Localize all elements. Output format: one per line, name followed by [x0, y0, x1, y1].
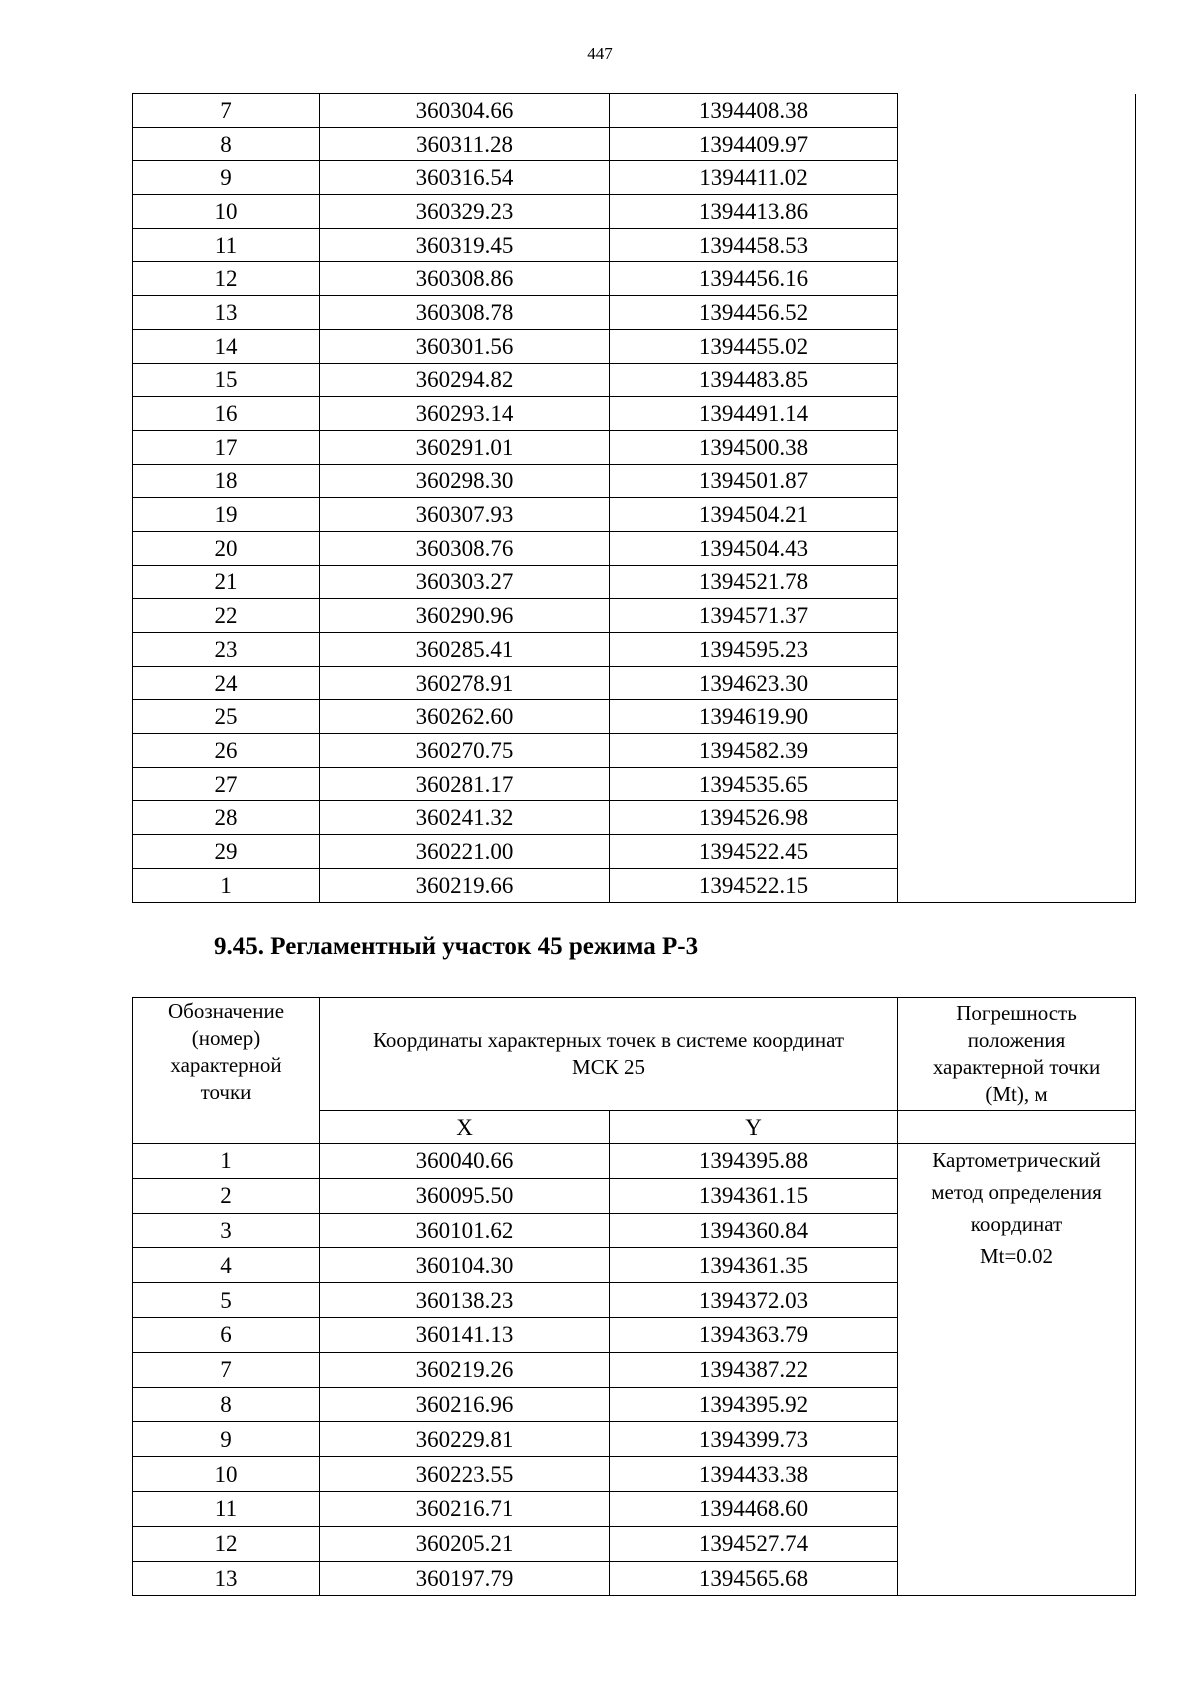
- y-coordinate-cell: 1394526.98: [610, 801, 898, 835]
- x-coordinate-cell: 360290.96: [320, 599, 610, 633]
- point-number-cell: 26: [133, 734, 320, 768]
- y-coordinate-cell: 1394504.21: [610, 498, 898, 532]
- point-number-cell: 10: [133, 1457, 320, 1492]
- point-number-cell: 15: [133, 363, 320, 397]
- point-number-cell: 13: [133, 296, 320, 330]
- method-line: Mt=0.02: [979, 1244, 1054, 1268]
- header-coordinates: [320, 998, 898, 1111]
- header-y: Y: [610, 1111, 898, 1144]
- y-coordinate-cell: 1394527.74: [610, 1526, 898, 1561]
- point-number-cell: 22: [133, 599, 320, 633]
- y-coordinate-cell: 1394413.86: [610, 195, 898, 229]
- point-number-cell: 18: [133, 464, 320, 498]
- point-number-cell: 12: [133, 1526, 320, 1561]
- point-number-cell: 4: [133, 1248, 320, 1283]
- point-number-cell: 20: [133, 531, 320, 565]
- y-coordinate-cell: 1394535.65: [610, 767, 898, 801]
- y-coordinate-cell: 1394571.37: [610, 599, 898, 633]
- coordinates-table-body: [133, 998, 1136, 1596]
- y-coordinate-cell: 1394491.14: [610, 397, 898, 431]
- point-number-cell: 9: [133, 1422, 320, 1457]
- header-line: МСК 25: [572, 1055, 645, 1079]
- point-number-cell: 12: [133, 262, 320, 296]
- x-coordinate-cell: 360223.55: [320, 1457, 610, 1492]
- x-coordinate-cell: 360219.66: [320, 868, 610, 902]
- x-coordinate-cell: 360241.32: [320, 801, 610, 835]
- table-header-row: [133, 998, 1136, 1111]
- x-coordinate-cell: 360319.45: [320, 228, 610, 262]
- x-coordinate-cell: 360205.21: [320, 1526, 610, 1561]
- x-coordinate-cell: 360216.96: [320, 1387, 610, 1422]
- point-number-cell: 29: [133, 835, 320, 869]
- x-coordinate-cell: 360197.79: [320, 1561, 610, 1596]
- y-coordinate-cell: 1394619.90: [610, 700, 898, 734]
- table-row: [133, 94, 1136, 128]
- x-coordinate-cell: 360304.66: [320, 94, 610, 128]
- x-coordinate-cell: 360229.81: [320, 1422, 610, 1457]
- y-coordinate-cell: 1394411.02: [610, 161, 898, 195]
- x-coordinate-cell: 360303.27: [320, 565, 610, 599]
- point-number-cell: 19: [133, 498, 320, 532]
- x-coordinate-cell: 360308.76: [320, 531, 610, 565]
- header-x: X: [320, 1111, 610, 1144]
- x-coordinate-cell: 360308.78: [320, 296, 610, 330]
- y-coordinate-cell: 1394522.15: [610, 868, 898, 902]
- point-number-cell: 23: [133, 633, 320, 667]
- method-line: координат: [970, 1212, 1063, 1236]
- point-number-cell: 17: [133, 430, 320, 464]
- x-coordinate-cell: 360311.28: [320, 127, 610, 161]
- y-coordinate-cell: 1394372.03: [610, 1283, 898, 1318]
- x-coordinate-cell: 360262.60: [320, 700, 610, 734]
- x-coordinate-cell: 360294.82: [320, 363, 610, 397]
- y-coordinate-cell: 1394522.45: [610, 835, 898, 869]
- page-number: 447: [587, 44, 613, 63]
- y-coordinate-cell: 1394501.87: [610, 464, 898, 498]
- point-number-cell: 25: [133, 700, 320, 734]
- point-number-cell: 9: [133, 161, 320, 195]
- point-number-cell: 7: [133, 94, 320, 128]
- point-number-cell: 10: [133, 195, 320, 229]
- y-coordinate-cell: 1394521.78: [610, 565, 898, 599]
- point-number-cell: 2: [133, 1178, 320, 1213]
- error-cell-continued: [898, 94, 1136, 903]
- section-heading: 9.45. Регламентный участок 45 режима Р-3: [214, 933, 699, 960]
- y-coordinate-cell: 1394468.60: [610, 1491, 898, 1526]
- point-number-cell: 1: [133, 1144, 320, 1179]
- x-coordinate-cell: 360104.30: [320, 1248, 610, 1283]
- y-coordinate-cell: 1394363.79: [610, 1317, 898, 1352]
- y-coordinate-cell: 1394504.43: [610, 531, 898, 565]
- y-coordinate-cell: 1394395.88: [610, 1144, 898, 1179]
- y-coordinate-cell: 1394458.53: [610, 228, 898, 262]
- point-number-cell: 8: [133, 1387, 320, 1422]
- y-coordinate-cell: 1394483.85: [610, 363, 898, 397]
- point-number-cell: 21: [133, 565, 320, 599]
- coordinates-table-section-45: [132, 997, 1136, 1596]
- y-coordinate-cell: 1394455.02: [610, 329, 898, 363]
- point-number-cell: 27: [133, 767, 320, 801]
- x-coordinate-cell: 360141.13: [320, 1317, 610, 1352]
- x-coordinate-cell: 360291.01: [320, 430, 610, 464]
- header-line: характерной: [170, 1053, 282, 1077]
- y-coordinate-cell: 1394623.30: [610, 666, 898, 700]
- header-line: (Mt), м: [985, 1082, 1048, 1106]
- header-line: Обозначение: [167, 999, 285, 1023]
- x-coordinate-cell: 360316.54: [320, 161, 610, 195]
- point-number-cell: 5: [133, 1283, 320, 1318]
- x-coordinate-cell: 360298.30: [320, 464, 610, 498]
- x-coordinate-cell: 360281.17: [320, 767, 610, 801]
- y-coordinate-cell: 1394456.52: [610, 296, 898, 330]
- y-coordinate-cell: 1394456.16: [610, 262, 898, 296]
- x-coordinate-cell: 360329.23: [320, 195, 610, 229]
- y-coordinate-cell: 1394595.23: [610, 633, 898, 667]
- y-coordinate-cell: 1394408.38: [610, 94, 898, 128]
- y-coordinate-cell: 1394387.22: [610, 1352, 898, 1387]
- y-coordinate-cell: 1394360.84: [610, 1213, 898, 1248]
- table-row: [133, 1144, 1136, 1179]
- point-number-cell: 6: [133, 1317, 320, 1352]
- header-line: точки: [200, 1080, 252, 1104]
- point-number-cell: 8: [133, 127, 320, 161]
- y-coordinate-cell: 1394395.92: [610, 1387, 898, 1422]
- coordinates-table-body: [133, 94, 1136, 903]
- x-coordinate-cell: 360293.14: [320, 397, 610, 431]
- x-coordinate-cell: 360216.71: [320, 1491, 610, 1526]
- header-line: (номер): [191, 1026, 261, 1050]
- y-coordinate-cell: 1394565.68: [610, 1561, 898, 1596]
- point-number-cell: 24: [133, 666, 320, 700]
- point-number-cell: 11: [133, 228, 320, 262]
- x-coordinate-cell: 360308.86: [320, 262, 610, 296]
- header-line: Координаты характерных точек в системе координат: [372, 1028, 845, 1052]
- header-line: характерной точки: [932, 1055, 1101, 1079]
- x-coordinate-cell: 360101.62: [320, 1213, 610, 1248]
- header-error: [898, 998, 1136, 1111]
- y-coordinate-cell: 1394361.15: [610, 1178, 898, 1213]
- method-cell: [898, 1144, 1136, 1596]
- header-point-designation: [133, 998, 320, 1144]
- point-number-cell: 7: [133, 1352, 320, 1387]
- x-coordinate-cell: 360278.91: [320, 666, 610, 700]
- method-line: Картометрический: [932, 1148, 1101, 1172]
- point-number-cell: 11: [133, 1491, 320, 1526]
- x-coordinate-cell: 360221.00: [320, 835, 610, 869]
- point-number-cell: 28: [133, 801, 320, 835]
- point-number-cell: 14: [133, 329, 320, 363]
- x-coordinate-cell: 360095.50: [320, 1178, 610, 1213]
- x-coordinate-cell: 360301.56: [320, 329, 610, 363]
- x-coordinate-cell: 360138.23: [320, 1283, 610, 1318]
- x-coordinate-cell: 360219.26: [320, 1352, 610, 1387]
- header-line: положения: [967, 1028, 1066, 1052]
- x-coordinate-cell: 360307.93: [320, 498, 610, 532]
- y-coordinate-cell: 1394409.97: [610, 127, 898, 161]
- y-coordinate-cell: 1394361.35: [610, 1248, 898, 1283]
- point-number-cell: 1: [133, 868, 320, 902]
- coordinates-table-continued: [132, 93, 1136, 903]
- point-number-cell: 13: [133, 1561, 320, 1596]
- method-line: метод определения: [931, 1180, 1102, 1204]
- y-coordinate-cell: 1394582.39: [610, 734, 898, 768]
- point-number-cell: 16: [133, 397, 320, 431]
- x-coordinate-cell: 360270.75: [320, 734, 610, 768]
- x-coordinate-cell: 360285.41: [320, 633, 610, 667]
- x-coordinate-cell: 360040.66: [320, 1144, 610, 1179]
- y-coordinate-cell: 1394500.38: [610, 430, 898, 464]
- y-coordinate-cell: 1394399.73: [610, 1422, 898, 1457]
- point-number-cell: 3: [133, 1213, 320, 1248]
- y-coordinate-cell: 1394433.38: [610, 1457, 898, 1492]
- header-line: Погрешность: [956, 1001, 1077, 1025]
- header-empty-cell: [898, 1111, 1136, 1144]
